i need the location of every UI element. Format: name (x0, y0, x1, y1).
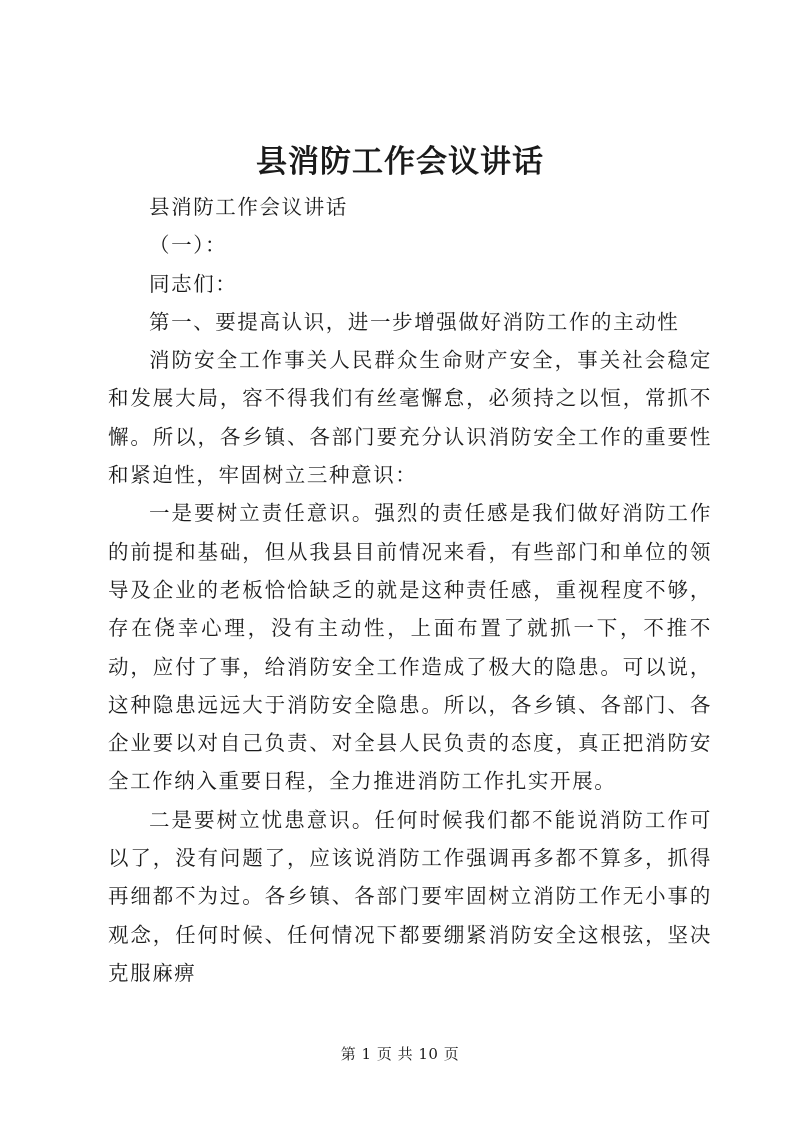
paragraph-body: 消防安全工作事关人民群众生命财产安全，事关社会稳定和发展大局，容不得我们有丝毫懈怠，必须持之以恒，常抓不懈。所以，各乡镇、各部门要充分认识消防安全工作的重要性和紧迫性，牢固树立三种意识： (108, 348, 712, 488)
paragraph-heading-first: 第一、要提高认识，进一步增强做好消防工作的主动性 (149, 309, 680, 334)
document-title: 县消防工作会议讲话 (256, 144, 544, 180)
paragraph-subtitle: 县消防工作会议讲话 (149, 195, 348, 219)
document-body (108, 188, 712, 992)
paragraph-salutation: 同志们： (149, 271, 238, 296)
paragraph-section-number: （一）： (149, 233, 228, 258)
paragraph-body: 一是要树立责任意识。强烈的责任感是我们做好消防工作的前提和基础，但从我县目前情况来看，有些部门和单位的领导及企业的老板恰恰缺乏的就是这种责任感，重视程度不够，存在侥幸心理，没有主动性，上面布置了就抓一下，不推不动，应付了事，给消防安全工作造成了极大的隐患。可以说，这种隐患远远大于消防安全隐患。所以，各乡镇、各部门、各企业要以对自己负责、对全县人民负责的态度，真正把消防安全工作纳入重要日程，全力推进消防工作扎实开展。 (108, 501, 712, 794)
paragraph-body: 二是要树立忧患意识。任何时候我们都不能说消防工作可以了，没有问题了，应该说消防工作强调再多都不算多，抓得再细都不为过。各乡镇、各部门要牢固树立消防工作无小事的观念，任何时候、任何情况下都要绷紧消防安全这根弦，坚决克服麻痹 (108, 807, 712, 985)
page-number-footer: 第 1 页 共 10 页 (340, 1045, 460, 1063)
